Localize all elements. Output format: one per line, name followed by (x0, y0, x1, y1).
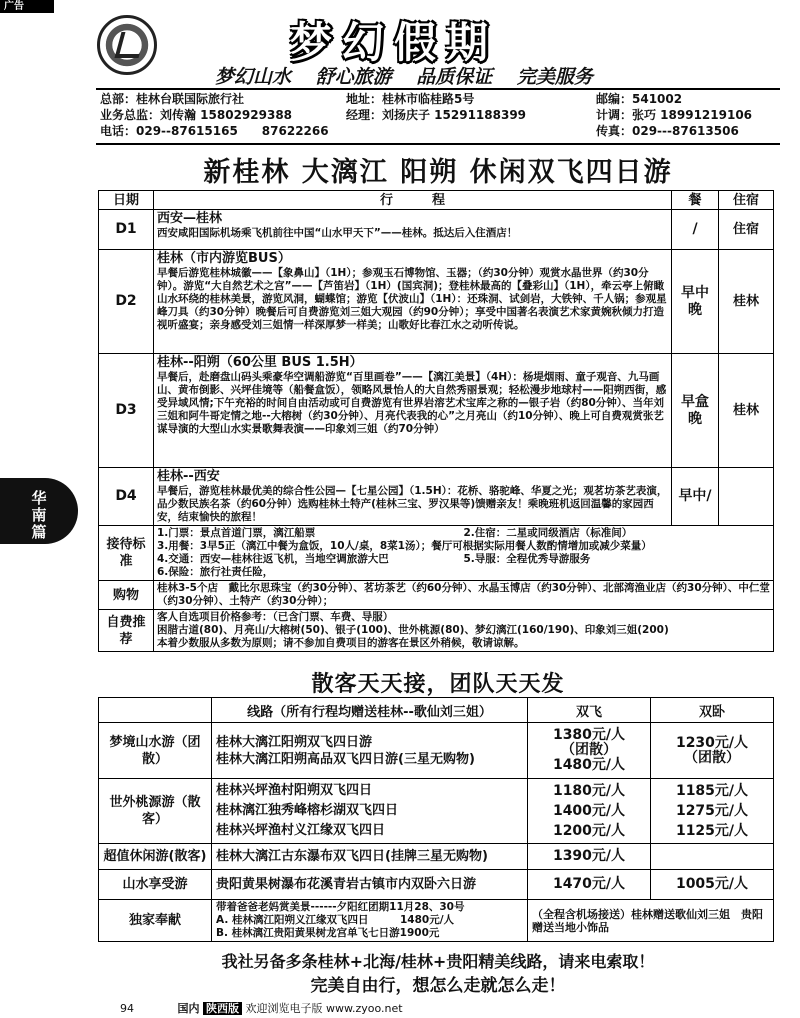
closing-line: 我社另备多条桂林+北海/桂林+贵阳精美线路，请来电索取！ (221, 952, 655, 971)
route: 桂林兴坪渔村阳朔双飞四日 (216, 783, 373, 798)
day-text: 早餐后，赴磨盘山码头乘豪华空调船游览“百里画卷”——【漓江美景】（4H）：杨堤烟雨、童子观音、九马画山、黄布倒影、兴坪佳境等（船餐盒饭），领略风景怡人的大自然秀丽景观；轻松漫步地球村——阳朔西街，感受异域风情;下午充裕的时间自由活动或可自费游览有世界岩溶艺术宝库之称的—银子岩（约80分钟）、当年刘三姐和阿牛哥定情之地--大榕树（约30分钟）、月亮代表我的心”之月亮山（约10分钟）、晚上可自费观赏张艺谋导演的大型山水实景歌舞表演——印象刘三姐（约70分钟） (157, 371, 667, 435)
day-text: 早餐后游览桂林城徽——【象鼻山】（1H）；参观玉石博物馆、玉器；（约30分钟）观赏水晶世界（约30分钟）。游览“大自然艺术之宫”——【芦笛岩】（1H）(国宾洞)；登桂林最高的【叠彩山】（1H），牵云亭上俯瞰山水环绕的桂林美景，游览风洞，蝴蝶馆；游览【伏波山】（1H）：还珠洞、试剑岩，大铁钟、千人锅；参观星峰刀具（约30分钟）晚餐后可自费游览刘三姐大观园（约90分钟）；享受中国著名表演艺术家黄婉秋倾力打造视听盛宴；亲身感受刘三姐情一样深厚梦一样美；山歌好比春江水之动听传说。 (157, 267, 667, 331)
table-row (99, 870, 774, 900)
phone: 电话：029--87615165 87622266 (100, 124, 329, 138)
hq: 总部：桂林台联国际旅行社 (100, 92, 245, 106)
header-double-bed: 双卧 (651, 698, 774, 723)
product-routes (212, 723, 528, 779)
price-fly (528, 723, 651, 779)
route: 桂林漓江独秀峰榕杉湖双飞四日 (216, 803, 399, 818)
price: 1380元/人 (552, 727, 626, 743)
price-fly (528, 870, 651, 900)
product-routes (212, 844, 528, 870)
price: 1230元/人 (675, 734, 749, 751)
stay: 住宿 (719, 210, 774, 250)
price: 1275元/人 (675, 803, 749, 819)
standard-item: 5.导服：全程优秀导游服务 (463, 553, 591, 565)
price-note: （团散） (684, 749, 740, 766)
stay (719, 468, 774, 526)
table-row (99, 526, 774, 581)
page-number: 94 (120, 1002, 134, 1015)
table-row (99, 354, 774, 468)
meal: 早中晚 (672, 250, 719, 354)
product-routes (212, 870, 528, 900)
standard-label: 接待标准 (99, 526, 154, 581)
optional-line: 客人自选项目价格参考：（已含门票、车费、导服） (157, 611, 394, 623)
side-label: 华南篇 (31, 489, 47, 541)
product-name: 梦境山水游（团散） (99, 723, 212, 779)
stay: 桂林 (719, 250, 774, 354)
price: 1480元/人 (552, 757, 626, 773)
exclusive-note: （全程含机场接送）桂林赠送歌仙刘三姐 贵阳赠送当地小饰品 (528, 900, 774, 942)
optional-text (154, 610, 774, 652)
day-label: D1 (99, 210, 154, 250)
standard-item: 6.保险：旅行社责任险， (157, 566, 274, 578)
meal: 早中/ (672, 468, 719, 526)
price-bed (651, 870, 774, 900)
exclusive-offer (212, 900, 528, 942)
shopping-label: 购物 (99, 581, 154, 610)
table-row (99, 779, 774, 844)
day-text: 西安咸阳国际机场乘飞机前往中国“山水甲天下”——桂林。抵达后入住酒店！ (157, 227, 518, 239)
header-route: 行 程 (154, 191, 672, 210)
page-footer (120, 1000, 403, 1016)
table-header (99, 191, 774, 210)
route: 贵阳黄果树瀑布花溪青岩古镇市内双卧六日游 (216, 877, 477, 892)
standard-item: 1.门票：景点首道门票，漓江船票 (157, 527, 316, 539)
price-note: （团散） (561, 742, 617, 758)
price: 1180元/人 (552, 783, 626, 799)
day-label: D2 (99, 250, 154, 354)
footer-region: 国内 (177, 1002, 200, 1015)
price: 1125元/人 (675, 823, 749, 839)
agency-logo-icon (97, 15, 157, 75)
offer-line: A. 桂林漓江阳朔义江缘双飞四日 1480元/人 (216, 914, 455, 926)
product-name: 独家奉献 (99, 900, 212, 942)
edition-badge: 陕西版 (203, 1002, 242, 1015)
itinerary-table (98, 190, 774, 652)
slogan: 梦幻山水 舒心旅游 品质保证 完美服务 (215, 66, 593, 88)
table-row (99, 250, 774, 354)
standard-item: 4.交通：西安—桂林往返飞机，当地空调旅游大巴 (157, 553, 389, 565)
planner: 计调：张巧 18991219106 (596, 108, 753, 122)
price: 1005元/人 (675, 876, 749, 892)
shopping-text: 桂林3-5个店 戴比尔思珠宝（约30分钟）、茗坊茶艺（约60分钟）、水晶玉博店（约30分钟）、北部湾渔业店（约30分钟）、中仁堂（约30分钟）、土特产（约30分钟）； (154, 581, 774, 610)
departure-banner: 散客天天接，团队天天发 (311, 672, 565, 697)
route: 桂林兴坪渔村义江缘双飞四日 (216, 823, 386, 838)
day-title: 西安—桂林 (157, 211, 223, 226)
fax: 传真：029---87613506 (596, 124, 739, 138)
standard-item: 2.住宿：二星或同级酒店（标准间） (463, 527, 633, 539)
meal: / (672, 210, 719, 250)
optional-line: 本着少数服从多数为原则；请不参加自费项目的游客在景区外稍候，敬请谅解。 (157, 637, 525, 649)
stay: 桂林 (719, 354, 774, 468)
product-name: 山水享受游 (99, 870, 212, 900)
price: 1390元/人 (552, 848, 626, 864)
table-row (99, 581, 774, 610)
optional-line: 困腊古道(80)、月亮山/大榕树(50)、银子(100)、世外桃源(80)、梦幻漓江(160/190)、印象刘三姐(200) (157, 624, 669, 636)
price-bed (651, 779, 774, 844)
footer-text: 欢迎浏览电子版 www.zyoo.net (245, 1002, 403, 1015)
product-routes (212, 779, 528, 844)
product-name: 世外桃源游（散客） (99, 779, 212, 844)
closing-line: 完美自由行，想怎么走就怎么走！ (310, 976, 566, 996)
price-bed (651, 723, 774, 779)
table-row (99, 723, 774, 779)
header-double-fly: 双飞 (528, 698, 651, 723)
optional-label: 自费推荐 (99, 610, 154, 652)
price: 1470元/人 (552, 876, 626, 892)
price-table (98, 697, 774, 942)
route: 桂林大漓江阳朔高品双飞四日游(三星无购物) (216, 751, 475, 767)
day-label: D4 (99, 468, 154, 526)
offer-line: B. 桂林漓江贵阳黄果树龙宫单飞七日游1900元 (216, 927, 440, 939)
day-text: 早餐后，游览桂林最优美的综合性公园—【七星公园】（1.5H）：花桥、骆驼峰、华夏之光；观茗坊茶艺表演，品少数民族名茶（约60分钟）选购桂林土特产(桂林三宝、罗汉果等)馈赠亲友！乘晚班机返回温馨的家园西安，结束愉快的旅程！ (157, 485, 668, 523)
divider (96, 143, 780, 145)
table-row (99, 468, 774, 526)
meal: 早盒晚 (672, 354, 719, 468)
standard-item: 3.用餐：3早5正（漓江中餐为盒饭，10人/桌，8菜1汤）；餐厅可根据实际用餐人数酌情增加或减少菜量） (157, 540, 652, 552)
price: 1185元/人 (675, 783, 749, 799)
table-row (99, 210, 774, 250)
route: 桂林大漓江阳朔双飞四日游 (216, 734, 373, 750)
closing-text (96, 950, 780, 998)
zip: 邮编：541002 (596, 92, 683, 106)
price: 1400元/人 (552, 803, 626, 819)
header-route: 线路（所有行程均赠送桂林--歌仙刘三姐） (212, 698, 528, 723)
price-fly (528, 844, 651, 870)
page-title: 新桂林 大漓江 阳朔 休闲双飞四日游 (203, 157, 673, 188)
ad-tag: 广告 (0, 0, 54, 13)
general-manager: 业务总监：刘传瀚 15802929388 (100, 108, 293, 122)
manager: 经理：刘扬庆子 15291188399 (346, 108, 527, 122)
day-title: 桂林--阳朔（60公里 BUS 1.5H） (157, 355, 363, 370)
header-stay: 住宿 (719, 191, 774, 210)
table-row (99, 900, 774, 942)
route: 桂林大漓江古东瀑布双飞四日(挂牌三星无购物) (216, 849, 488, 864)
price: 1200元/人 (552, 823, 626, 839)
address: 地址：桂林市临桂路5号 (346, 92, 475, 106)
contact-block (100, 91, 780, 139)
offer-line: 带着爸爸老妈赏美景------夕阳红团期11月28、30号 (216, 901, 465, 913)
price-fly (528, 779, 651, 844)
brand-title: 梦幻假期 (290, 18, 499, 67)
day-title: 桂林（市内游览BUS） (157, 251, 291, 266)
day-label: D3 (99, 354, 154, 468)
divider (96, 88, 780, 90)
price-bed (651, 844, 774, 870)
table-header (99, 698, 774, 723)
product-name: 超值休闲游(散客) (99, 844, 212, 870)
table-row (99, 610, 774, 652)
table-row (99, 844, 774, 870)
header-day: 日期 (99, 191, 154, 210)
day-title: 桂林--西安 (157, 469, 220, 484)
header-meal: 餐 (672, 191, 719, 210)
standard-items (154, 526, 774, 581)
